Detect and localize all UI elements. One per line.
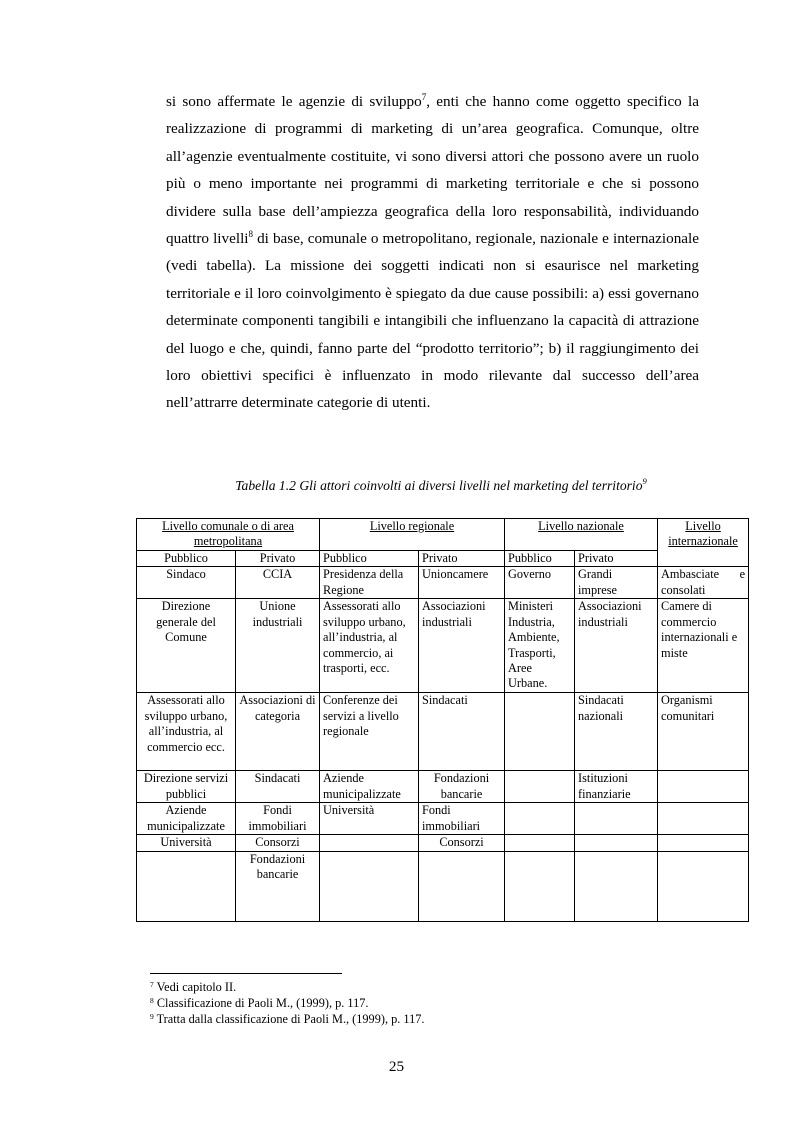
footnote-text: Tratta dalla classificazione di Paoli M., (1999), p. 117. [153,1012,425,1026]
table-cell [505,851,575,921]
table-cell: Fondi immobiliari [419,803,505,835]
table-row [137,803,749,835]
table-cell: Ministeri Industria, Ambiente, Trasporti, Aree Urbane. [505,599,575,693]
footnote-text: Classificazione di Paoli M., (1999), p. 117. [153,996,369,1010]
subheader-pubblico: Pubblico [137,551,236,567]
subheader-privato: Privato [236,551,320,567]
body-paragraph [166,88,699,417]
table-row [137,835,749,851]
table-cell: Camere di commercio internazionali e miste [658,599,749,693]
body-text-part-1: si sono affermate le agenzie di sviluppo [166,93,422,110]
table-row [137,851,749,921]
footnote-9 [150,1011,710,1027]
table-cell: Ambasciate e consolati [658,567,749,599]
subheader-privato: Privato [419,551,505,567]
level-header-nazionale: Livello nazionale [505,519,658,551]
table-cell: Conferenze dei servizi a livello regionale [320,693,419,771]
table-cell [320,835,419,851]
footnote-separator [150,973,342,974]
table-row [137,599,749,693]
level-header-regionale: Livello regionale [320,519,505,551]
body-text-part-2: , enti che hanno come oggetto specifico la realizzazione di programmi di marketing di un’area geografica. Comunque, oltre all’agenzie eventualmente costituite, vi sono diversi attori che possono avere un ruolo più o meno importante nei programmi di marketing territoriale e che si possono dividere sulla base dell’ampiezza geografica della loro responsabilità, individuando quattro livelli [166,93,699,248]
table-cell [575,803,658,835]
table-cell [137,851,236,921]
footnote-text: Vedi capitolo II. [153,980,237,994]
table-cell: Associazioni di categoria [236,693,320,771]
table-cell [658,851,749,921]
table-cell: Istituzioni finanziarie [575,771,658,803]
table-cell: Organismi comunitari [658,693,749,771]
table-caption-text: Tabella 1.2 Gli attori coinvolti ai diversi livelli nel marketing del territorio [235,478,643,493]
subheader-pubblico: Pubblico [320,551,419,567]
table-cell: Assessorati allo sviluppo urbano, all’industria, al commercio ecc. [137,693,236,771]
table-cell: Associazioni industriali [419,599,505,693]
table-cell [575,851,658,921]
table-cell: Università [320,803,419,835]
footnote-ref-8: 8 [248,229,254,240]
table-cell [505,835,575,851]
footnote-number: 7 [150,980,154,989]
table-cell: Presidenza della Regione [320,567,419,599]
table-cell: Direzione servizi pubblici [137,771,236,803]
table-cell: Sindacati [236,771,320,803]
table-cell: Fondi immobiliari [236,803,320,835]
table-row [137,693,749,771]
table-cell: Sindacati [419,693,505,771]
body-text-part-3: di base, comunale o metropolitano, regionale, nazionale e internazionale (vedi tabella). La missione dei soggetti indicati non si esaurisce nel marketing territoriale e il loro coinvolgimento è spiegato da due cause possibili: a) essi governano determinate componenti tangibili e intangibili che influenzano la capacità di attrazione del luogo e che, quindi, fanno parte del “prodotto territorio”; b) il raggiungimento dei loro obiettivi specifici è influenzato in modo rilevante dal successo dell’area nell’attrarre determinate categorie di utenti. [166,230,699,412]
table-cell [658,771,749,803]
table-cell [658,835,749,851]
table-subheader-row [137,551,749,567]
table-caption [136,478,746,494]
table-cell: Università [137,835,236,851]
table-header-row [137,519,749,551]
page-number: 25 [388,1058,405,1075]
table-cell: Aziende municipalizzate [137,803,236,835]
table-cell: CCIA [236,567,320,599]
footnote-8 [150,995,710,1011]
footnote-ref-7: 7 [421,92,427,102]
table-row [137,567,749,599]
level-header-internazionale: Livello internazionale [658,519,749,567]
table-cell: Governo [505,567,575,599]
table-cell [419,851,505,921]
table-cell: Fondazioni bancarie [419,771,505,803]
footnote-number: 8 [150,996,154,1005]
table-cell: Assessorati allo sviluppo urbano, all’industria, al commercio, ai trasporti, ecc. [320,599,419,693]
table-cell: Consorzi [419,835,505,851]
table-cell [320,851,419,921]
table-cell: Direzione generale del Comune [137,599,236,693]
table-cell: Sindaco [137,567,236,599]
table-cell: Fondazioni bancarie [236,851,320,921]
table-cell [505,803,575,835]
table-cell [575,835,658,851]
table-cell: Grandi imprese [575,567,658,599]
footnotes [150,979,710,1027]
actors-table [136,518,749,922]
footnote-ref-9: 9 [642,476,647,486]
footnote-number: 9 [150,1012,154,1021]
level-header-comunale: Livello comunale o di area metropolitana [137,519,320,551]
table-cell: Unioncamere [419,567,505,599]
table-cell [505,771,575,803]
table-cell [658,803,749,835]
table-cell: Unione industriali [236,599,320,693]
footnote-7 [150,979,710,995]
table-cell: Sindacati nazionali [575,693,658,771]
subheader-pubblico: Pubblico [505,551,575,567]
table-row [137,771,749,803]
table-cell: Associazioni industriali [575,599,658,693]
table-cell: Consorzi [236,835,320,851]
table-cell: Aziende municipalizzate [320,771,419,803]
subheader-privato: Privato [575,551,658,567]
table-cell [505,693,575,771]
